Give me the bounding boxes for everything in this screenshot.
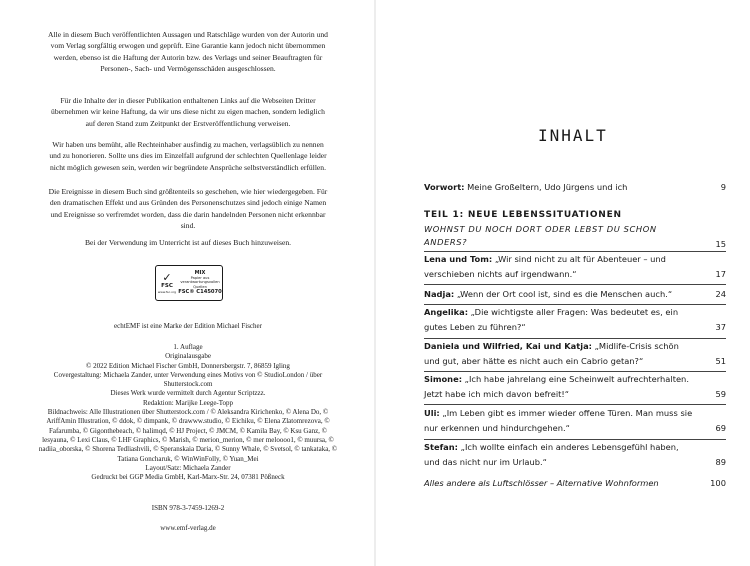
disclaimer-teaching: Bei der Verwendung im Unterricht ist auf dieses Buch hinzuweisen. — [84, 238, 292, 247]
page-number: 37 — [715, 322, 726, 332]
right-page — [375, 0, 750, 566]
toc-part-1[interactable] — [424, 208, 744, 249]
toc-entry-lena-tom[interactable]: Lena und Tom: „Wir sind nicht zu alt für Abenteuer – und verschieben nichts auf irgendwann.“ 17 — [424, 252, 744, 282]
page-number: 100 — [710, 478, 726, 488]
page-number: 51 — [715, 356, 726, 366]
fsc-logo — [155, 265, 223, 301]
tree-icon: ✓ — [162, 271, 172, 284]
toc-entry-wohnformen[interactable]: Alles andere als Luftschlösser – Alternative Wohnformen 100 — [424, 476, 744, 491]
part-subtitle: WOHNST DU NOCH DORT ODER LEBST DU SCHON ANDERS? — [424, 224, 657, 247]
disclaimer-rights: Wir haben uns bemüht, alle Rechteinhaber ausfindig zu machen, verlagsüblich zu nennen und zu honorieren. Sollte uns dies im Einzelfall aufgrund der schlechten Quellenlage leider nicht möglich gewesen sein, werden wir begründete Ansprüche selbstverständlich erfüllen. — [49, 140, 327, 172]
toc-entry-angelika[interactable]: Angelika: „Die wichtigste aller Fragen: Was bedeutet es, ein gutes Leben zu führen?“ 37 — [424, 305, 744, 335]
page-number: 9 — [720, 182, 726, 192]
fsc-info: MIX Papier aus verantwortungsvollen Quellen FSC® C145070 — [178, 270, 222, 296]
page-number: 69 — [715, 423, 726, 433]
page-number: 24 — [715, 289, 726, 299]
toc-entry-uli[interactable]: Uli: „Im Leben gibt es immer wieder offene Türen. Man muss sie nur erkennen und hindurchgehen.“ 69 — [424, 406, 744, 436]
fsc-mark: ✓ FSC www.fsc.org — [157, 271, 177, 294]
toc-entry-nadja[interactable]: Nadja: „Wenn der Ort cool ist, sind es die Menschen auch.“ 24 — [424, 287, 744, 302]
disclaimer-liability: Alle in diesem Buch veröffentlichten Aussagen und Ratschläge wurden von der Autorin und vom Verlag sorgfältig erwogen und geprüft. Eine Garantie kann jedoch nicht übernommen werden, ebenso ist die Haftung der Autorin bzw. des Verlags und seiner Beauftragten für Personen-, Sach- und Vermögensschäden ausgeschlossen. — [48, 30, 328, 73]
part-heading: TEIL 1: NEUE LEBENSSITUATIONEN — [424, 210, 622, 220]
divider — [424, 404, 726, 405]
toc-entry-stefan[interactable]: Stefan: „Ich wollte einfach ein anderes Lebensgefühl haben, und das nicht nur im Urlaub.“ 89 — [424, 440, 744, 470]
divider — [424, 284, 726, 285]
page-number: 17 — [715, 269, 726, 279]
table-of-contents — [375, 0, 750, 566]
imprint-block: 1. Auflage Originalausgabe © 2022 Edition Michael Fischer GmbH, Donnersbergstr. 7, 86859 Igling Covergestaltung: Michaela Zander, unter Verwendung eines Motivs von © StudioLondon / über Shutterstock.com Dieses Werk wurde vermittelt durch Agentur Scriptzzz. Redaktion: Marijke Leege-Topp Bildnachweis: Alle Illustrationen über Shutterstock.com / © Aleksandra Kirichenko, © Alena Do, © AriffAmin Illustration, © ddok, © dimpank, © drawww.studio, © Eichiku, © Elena Zlatomrezova, © Fafarumba, © Gigonthebeach, © halimqd, © HJ Project, © JMCM, © Kamila Bay, © Ksu Ganz, © lesyauna, © Lexi Claus, © LHF Graphics, © Marish, © merion_merion, © mer meloooo1, © muursa, © nadiia_oborska, © Shorena Tedliashvili, © Speranskaia Daria, © Sunny Whale, © Svetsol, © tankataka, © Tatiana Goncharuk, © WinWinFolly, © Yuan_Mei Layout/Satz: Michaela Zander Gedruckt bei GGP Media GmbH, Karl-Marx-Str. 24, 07381 Pößneck — [38, 343, 338, 482]
disclaimer-events: Die Ereignisse in diesem Buch sind größtenteils so geschehen, wie hier wiedergegeben. Für den dramatischen Effekt und aus Gründen des Personenschutzes sind jedoch einige Namen und Ereignisse so verfremdet worden, dass die darin handelnden Personen nicht erkennbar sind. — [48, 187, 328, 230]
toc-title: INHALT — [538, 126, 608, 145]
page-number: 15 — [715, 239, 726, 249]
page-number: 59 — [715, 389, 726, 399]
toc-entry-daniela-wilfried-kai-katja[interactable]: Daniela und Wilfried, Kai und Katja: „Midlife-Crisis schön und gut, aber hätte es nicht auch ein Cabrio getan?“ 51 — [424, 339, 744, 369]
toc-entry-intro[interactable]: Vorwort: Meine Großeltern, Udo Jürgens und ich 9 — [424, 180, 744, 195]
toc-entry-simone[interactable]: Simone: „Ich habe jahrelang eine Scheinwelt aufrechterhalten. Jetzt habe ich mich davon befreit!“ 59 — [424, 372, 744, 402]
brand-line: echtEMF ist eine Marke der Edition Michael Fischer — [114, 322, 262, 330]
website: www.emf-verlag.de — [160, 524, 216, 532]
disclaimer-links: Für die Inhalte der in dieser Publikation enthaltenen Links auf die Webseiten Dritter übernehmen wir keine Haftung, da wir uns diese nicht zu eigen machen, sondern lediglich auf deren Stand zum Zeitpunkt der Erstveröffentlichung verweisen. — [51, 96, 325, 128]
page-number: 89 — [715, 457, 726, 467]
isbn: ISBN 978-3-7459-1269-2 — [151, 504, 225, 512]
